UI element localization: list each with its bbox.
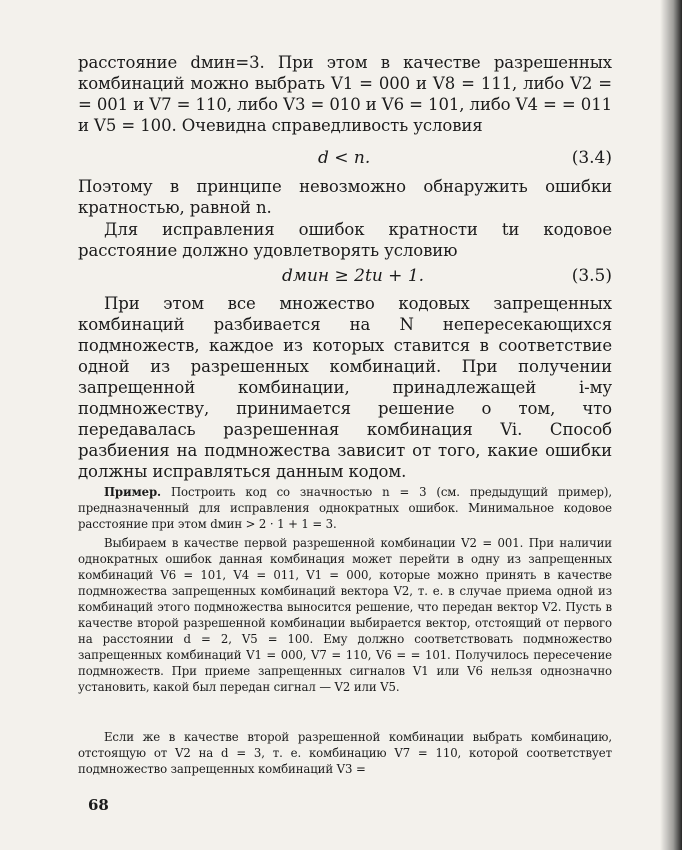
example-solution: Выбираем в качестве первой разрешенной комбинации V2 = 001. При наличии однократных ошибок данная комбинация может перейти в одну из запрещенных комбинаций V6 = 101, V4 = 011, V1 = 000, которые можно принять в качестве подмножества запрещенных комбинаций вектора V2, т. е. в случае приема одной из комбинаций этого подмножества выносится решение, что передан вектор V2. Пусть в качестве второй разрешенной комбинации выбирается вектор, отстоящий от первого на расстоянии d = 2, V5 = 100. Ему должно соответствовать подмножество запрещенных комбинаций V1 = 000, V7 = 110, V6 = = 101. Получилось пересечение подмножеств. При приеме запрещенных сигналов V1 или V6 нельзя однозначно установить, какой был передан сигнал — V2 или V5. (78, 536, 612, 694)
paragraph-detection: Поэтому в принципе невозможно обнаружить ошибки кратностью, равной n. (78, 177, 612, 217)
example-continuation: Если же в качестве второй разрешенной комбинации выбрать комбинацию, отстоящую от V2 на d = 3, т. е. комбинацию V7 = 110, которой соответствует подмножество запрещенных комбинаций V3 = (78, 730, 612, 776)
paragraph-correction: Для исправления ошибок кратности tи кодовое расстояние должно удовлетворять условию (78, 220, 612, 260)
formula-expression: dмин ≥ 2tи + 1. (282, 266, 425, 286)
formula-number: (3.4) (571, 148, 612, 168)
formula-number: (3.5) (571, 266, 612, 286)
formula-expression: d < n. (318, 148, 371, 168)
page-number: 68 (88, 796, 109, 814)
example-label: Пример. (104, 485, 162, 499)
example-statement (78, 484, 612, 532)
paragraph-intro: расстояние dмин=3. При этом в качестве разрешенных комбинаций можно выбрать V1 = 000 и V8 = 111, либо V2 = = 001 и V7 = 110, либо V3 = 010 и V6 = 101, либо V4 = = 011 и V5 = 100. Очевидна справедливость условия (78, 53, 612, 135)
paragraph-partition: При этом все множество кодовых запрещенных комбинаций разбивается на N непересекающихся подмножеств, каждое из которых ставится в соответствие одной из разрешенных комбинаций. При получении запрещенной комбинации, принадлежащей i-му подмножеству, принимается решение о том, что передавалась разрешенная комбинация Vi. Способ разбиения на подмножества зависит от того, какие ошибки должны исправляться данным кодом. (78, 294, 612, 481)
example-text: Построить код со значностью n = 3 (см. предыдущий пример), предназначенный для исправления однократных ошибок. Минимальное кодовое расстояние при этом dмин > 2 · 1 + 1 = 3. (78, 485, 612, 531)
